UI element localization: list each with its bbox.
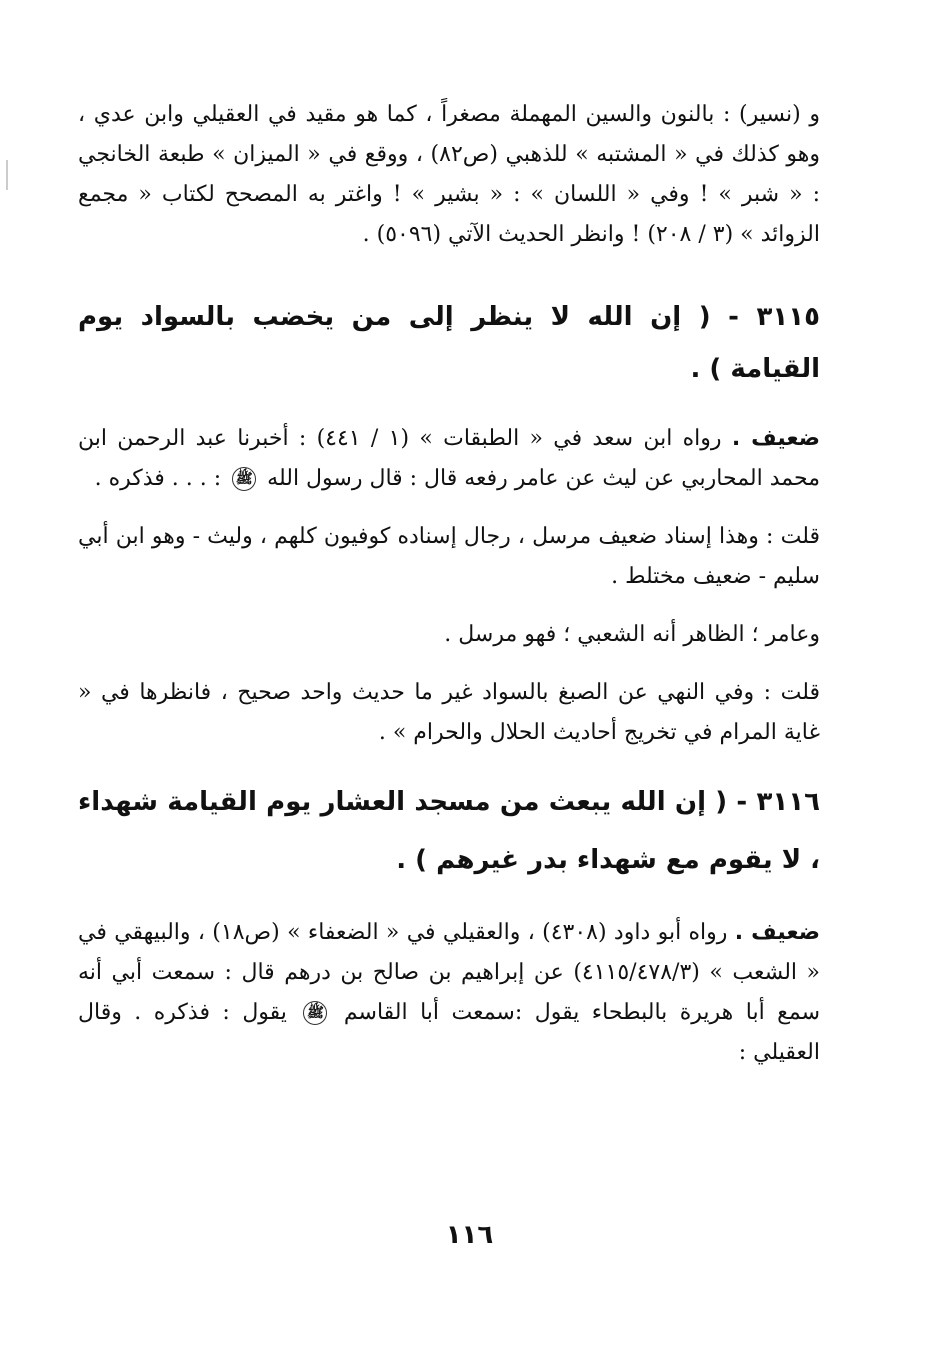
hadith-text: - ( إن الله يبعث من مسجد العشار يوم القيامة شهداء ، لا يقوم مع شهداء بدر غيرهم ) . xyxy=(78,787,820,875)
hadith-3115-comment-1: قلت : وهذا إسناد ضعيف مرسل ، رجال إسناده كوفيون كلهم ، وليث - وهو ابن أبي سليم - ضعيف مختلط . xyxy=(78,524,820,589)
takhrij-text-end: يقول : فذكره . وقال العقيلي : xyxy=(78,1000,820,1065)
hadith-number: ٣١١٦ xyxy=(756,787,820,817)
page-content xyxy=(78,95,820,1091)
hadith-3116-takhrij xyxy=(78,913,820,1073)
hadith-grade: ضعيف . xyxy=(734,920,821,945)
hadith-3115-comment-3: قلت : وفي النهي عن الصبغ بالسواد غير ما حديث واحد صحيح ، فانظرها في « غاية المرام في تخريج أحاديث الحلال والحرام » . xyxy=(78,680,820,745)
page-number: ١١٦ xyxy=(445,1220,494,1250)
takhrij-text: رواه ابن سعد في « الطبقات » (١ / ٤٤١) : أخبرنا عبد الرحمن ابن محمد المحاربي عن ليث عن عامر رفعه قال : قال رسول الله xyxy=(78,426,820,491)
hadith-3115-takhrij xyxy=(78,419,820,499)
hadith-3115-heading xyxy=(78,291,820,395)
scan-edge-mark xyxy=(6,160,8,190)
pbuh-honorific-icon: ﷺ xyxy=(303,1001,327,1025)
hadith-text: - ( إن الله لا ينظر إلى من يخضب بالسواد يوم القيامة ) . xyxy=(78,302,820,384)
footnote-paragraph: و (نسير) : بالنون والسين المهملة مصغراً ، كما هو مقيد في العقيلي وابن عدي ، وهو كذلك في « المشتبه » للذهبي (ص٨٢) ، ووقع في « الميزان » طبعة الخانجي : « شبر » ! وفي « اللسان » : « بشير » ! واغتر به المصحح لكتاب « مجمع الزوائد » (٣ / ٢٠٨) ! وانظر الحديث الآتي (٥٠٩٦) . xyxy=(78,102,820,247)
hadith-3115-comment-2: وعامر ؛ الظاهر أنه الشعبي ؛ فهو مرسل . xyxy=(444,622,820,647)
hadith-grade: ضعيف . xyxy=(731,426,820,451)
takhrij-text: رواه أبو داود (٤٣٠٨) ، والعقيلي في « الضعفاء » (ص١٨) ، والبيهقي في « الشعب » (٤١١٥/٤٧٨/٣) عن إبراهيم بن صالح بن درهم قال : سمعت أبي أنه سمع أبا هريرة بالبطحاء يقول :سمعت أبا القاسم xyxy=(78,920,821,1025)
hadith-number: ٣١١٥ xyxy=(756,302,820,332)
takhrij-text-end: : . . . فذكره . xyxy=(94,466,222,491)
hadith-3116-heading xyxy=(78,773,820,889)
pbuh-honorific-icon: ﷺ xyxy=(232,467,256,491)
